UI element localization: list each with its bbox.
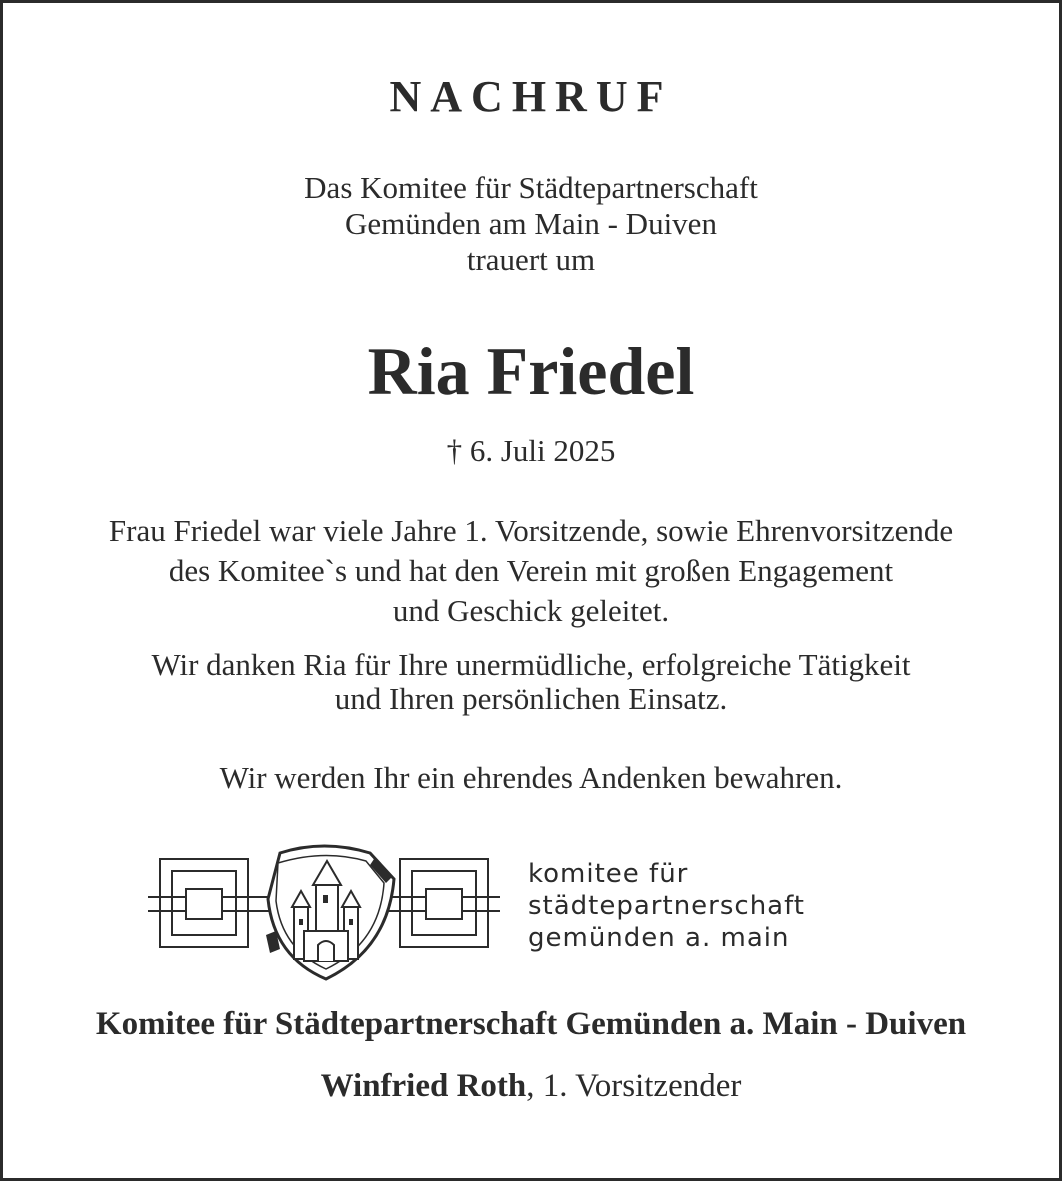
intro-line-2: Gemünden am Main - Duiven [345,206,717,241]
logo-text-line-1: komitee für [528,859,689,889]
logo-text-line-2: städtepartnerschaft [528,891,805,921]
logo-text-line-3: gemünden a. main [528,923,790,953]
footer-signature [3,1068,1059,1105]
paragraph2-line-2: und Ihren persönlichen Einsatz. [334,681,728,716]
footer-organization: Komitee für Städtepartnerschaft Gemünden a. Main - Duiven [95,1006,967,1042]
intro-line-3: trauert um [466,242,596,277]
signer-role: , 1. Vorsitzender [526,1068,742,1104]
paragraph1-line-3: und Geschick geleitet. [392,593,670,628]
signer-name: Winfried Roth [320,1068,527,1104]
paragraph1-line-1: Frau Friedel war viele Jahre 1. Vorsitzende, sowie Ehrenvorsitzende [108,513,954,548]
committee-logo [148,839,918,985]
paragraph1-line-2: des Komitee`s und hat den Verein mit großen Engagement [168,553,894,588]
notice-heading: NACHRUF [389,72,673,121]
closing-line: Wir werden Ihr ein ehrendes Andenken bewahren. [219,760,843,795]
date-of-death: † 6. Juli 2025 [446,433,616,468]
paragraph2-line-1: Wir danken Ria für Ihre unermüdliche, erfolgreiche Tätigkeit [151,647,911,682]
intro-line-1: Das Komitee für Städtepartnerschaft [304,170,758,205]
deceased-name: Ria Friedel [367,333,695,409]
castle-crest-chain-icon [148,839,508,985]
